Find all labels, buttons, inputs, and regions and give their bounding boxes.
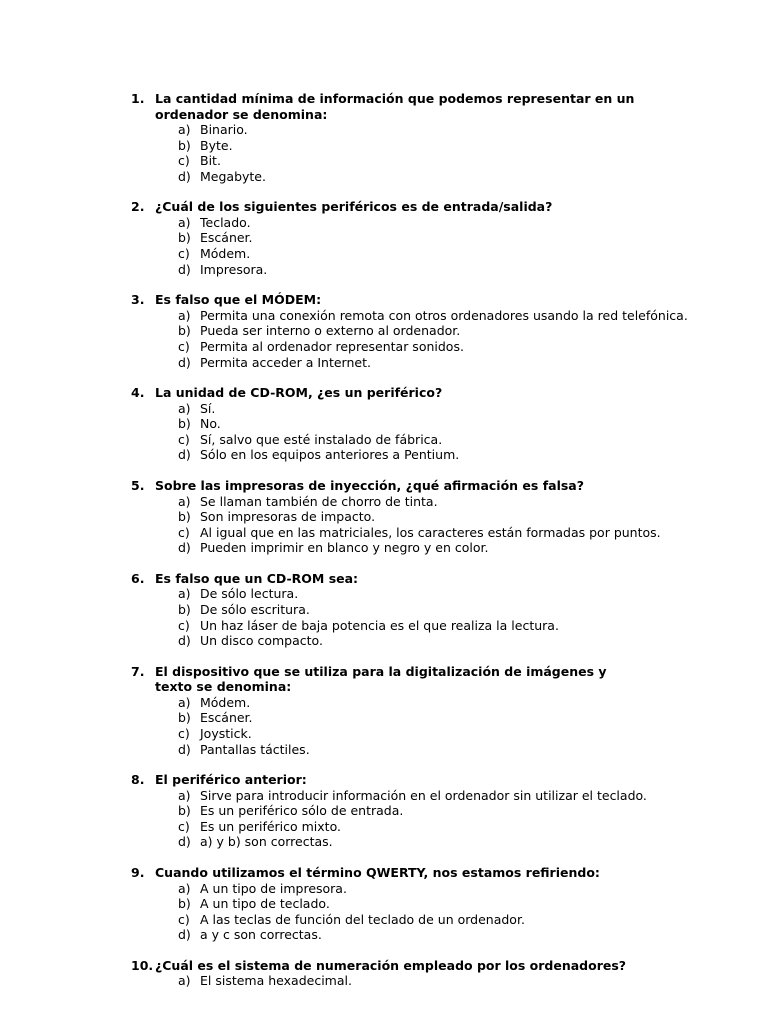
option-letter: b) xyxy=(178,137,191,153)
option-letter: b) xyxy=(178,509,191,525)
answer-options xyxy=(0,494,768,556)
question-item xyxy=(0,772,768,850)
question-item xyxy=(0,199,768,277)
answer-option xyxy=(0,586,768,602)
option-text: Es un periférico sólo de entrada. xyxy=(200,803,404,819)
question-item xyxy=(0,385,768,463)
answer-option xyxy=(0,401,768,417)
answer-option xyxy=(0,788,768,804)
answer-option xyxy=(0,355,768,371)
answer-options xyxy=(0,308,768,370)
question-heading xyxy=(0,91,768,122)
question-heading xyxy=(0,865,768,881)
option-letter: d) xyxy=(178,261,191,277)
option-letter: b) xyxy=(178,416,191,432)
question-heading xyxy=(0,385,768,401)
answer-option xyxy=(0,633,768,649)
answer-option xyxy=(0,138,768,154)
option-text: Sólo en los equipos anteriores a Pentium. xyxy=(200,447,460,463)
question-heading xyxy=(0,292,768,308)
option-letter: d) xyxy=(178,834,191,850)
option-letter: b) xyxy=(178,710,191,726)
option-letter: d) xyxy=(178,741,191,757)
option-letter: c) xyxy=(178,431,190,447)
option-letter: a) xyxy=(178,307,191,323)
answer-option xyxy=(0,819,768,835)
question-heading xyxy=(0,571,768,587)
question-number: 10. xyxy=(131,957,154,973)
option-text: Escáner. xyxy=(200,230,253,246)
option-text: Son impresoras de impacto. xyxy=(200,509,376,525)
option-letter: d) xyxy=(178,927,191,943)
option-letter: a) xyxy=(178,400,191,416)
option-text: Un disco compacto. xyxy=(200,633,323,649)
answer-option xyxy=(0,153,768,169)
question-text: ¿Cuál de los siguientes periféricos es de entrada/salida? xyxy=(155,199,553,215)
answer-option xyxy=(0,122,768,138)
answer-option xyxy=(0,618,768,634)
option-text: A un tipo de impresora. xyxy=(200,880,347,896)
option-text: Un haz láser de baja potencia es el que realiza la lectura. xyxy=(200,617,559,633)
answer-option xyxy=(0,927,768,943)
answer-option xyxy=(0,881,768,897)
answer-option xyxy=(0,973,768,989)
option-text: Binario. xyxy=(200,122,248,137)
answer-option xyxy=(0,308,768,324)
question-text: ¿Cuál es el sistema de numeración empleado por los ordenadores? xyxy=(155,957,627,973)
option-text: De sólo escritura. xyxy=(200,601,310,617)
option-letter: b) xyxy=(178,601,191,617)
option-letter: d) xyxy=(178,168,191,184)
question-heading xyxy=(0,772,768,788)
question-item xyxy=(0,865,768,943)
answer-option xyxy=(0,323,768,339)
question-heading xyxy=(0,958,768,974)
question-item xyxy=(0,664,768,757)
answer-option xyxy=(0,803,768,819)
option-text: Permita una conexión remota con otros ordenadores usando la red telefónica. xyxy=(200,307,688,323)
answer-option xyxy=(0,416,768,432)
question-item xyxy=(0,571,768,649)
option-letter: a) xyxy=(178,787,191,803)
question-number: 8. xyxy=(131,772,145,788)
answer-options xyxy=(0,586,768,648)
answer-option xyxy=(0,262,768,278)
answer-option xyxy=(0,432,768,448)
answer-option xyxy=(0,742,768,758)
option-text: Sí. xyxy=(200,400,216,416)
option-text: Al igual que en las matriciales, los caracteres están formadas por puntos. xyxy=(200,524,661,540)
question-number: 7. xyxy=(131,663,145,679)
quiz-document xyxy=(0,91,768,1004)
option-text: Escáner. xyxy=(200,710,253,726)
option-letter: a) xyxy=(178,586,191,602)
question-item xyxy=(0,91,768,184)
question-text: El periférico anterior: xyxy=(155,772,307,788)
question-number: 4. xyxy=(131,385,145,401)
option-text: Permita al ordenador representar sonidos. xyxy=(200,338,464,354)
answer-option xyxy=(0,540,768,556)
answer-option xyxy=(0,710,768,726)
question-heading xyxy=(0,478,768,494)
option-text: Bit. xyxy=(200,153,221,169)
option-letter: d) xyxy=(178,633,191,649)
answer-options xyxy=(0,788,768,850)
option-text: Módem. xyxy=(200,246,251,262)
answer-option xyxy=(0,912,768,928)
option-text: Byte. xyxy=(200,137,233,153)
option-text: Teclado. xyxy=(200,214,251,230)
question-heading xyxy=(0,199,768,215)
question-number: 9. xyxy=(131,865,145,880)
option-letter: c) xyxy=(178,524,190,540)
option-letter: a) xyxy=(178,214,191,230)
option-text: Pueda ser interno o externo al ordenador. xyxy=(200,323,461,339)
question-text: Sobre las impresoras de inyección, ¿qué afirmación es falsa? xyxy=(155,478,584,493)
option-text: No. xyxy=(200,416,221,432)
option-text: El sistema hexadecimal. xyxy=(200,973,352,989)
option-letter: b) xyxy=(178,896,191,912)
option-letter: c) xyxy=(178,338,190,354)
answer-option xyxy=(0,339,768,355)
option-letter: c) xyxy=(178,911,190,927)
option-text: Impresora. xyxy=(200,261,268,277)
option-letter: a) xyxy=(178,122,191,137)
option-text: Pantallas táctiles. xyxy=(200,741,310,757)
answer-option xyxy=(0,169,768,185)
answer-options xyxy=(0,215,768,277)
option-text: Módem. xyxy=(200,694,251,710)
question-heading xyxy=(0,664,768,695)
option-letter: b) xyxy=(178,230,191,246)
option-letter: a) xyxy=(178,694,191,710)
answer-options xyxy=(0,401,768,463)
option-letter: c) xyxy=(178,617,190,633)
option-letter: c) xyxy=(178,246,190,262)
option-text: De sólo lectura. xyxy=(200,586,299,602)
option-letter: c) xyxy=(178,153,190,169)
option-letter: c) xyxy=(178,818,190,834)
option-text: A las teclas de función del teclado de un ordenador. xyxy=(200,911,525,927)
answer-option xyxy=(0,447,768,463)
option-text: Pueden imprimir en blanco y negro y en color. xyxy=(200,540,489,556)
option-text: Es un periférico mixto. xyxy=(200,818,341,834)
option-letter: d) xyxy=(178,447,191,463)
option-letter: c) xyxy=(178,725,190,741)
option-letter: a) xyxy=(178,973,191,989)
answer-option xyxy=(0,230,768,246)
question-text: Es falso que el MÓDEM: xyxy=(155,292,322,308)
question-text: La cantidad mínima de información que podemos representar en un ordenador se denomina: xyxy=(155,91,635,122)
question-number: 2. xyxy=(131,199,145,215)
answer-option xyxy=(0,509,768,525)
answer-option xyxy=(0,215,768,231)
answer-options xyxy=(0,973,768,989)
answer-option xyxy=(0,726,768,742)
question-number: 5. xyxy=(131,478,145,493)
question-text: Es falso que un CD-ROM sea: xyxy=(155,570,359,586)
question-item xyxy=(0,292,768,370)
answer-options xyxy=(0,881,768,943)
answer-option xyxy=(0,246,768,262)
option-letter: b) xyxy=(178,803,191,819)
question-number: 6. xyxy=(131,570,145,586)
option-text: Se llaman también de chorro de tinta. xyxy=(200,493,438,509)
answer-options xyxy=(0,695,768,757)
option-letter: b) xyxy=(178,323,191,339)
question-text: El dispositivo que se utiliza para la digitalización de imágenes y texto se denomina: xyxy=(155,663,607,695)
answer-option xyxy=(0,834,768,850)
option-letter: d) xyxy=(178,354,191,370)
option-letter: a) xyxy=(178,880,191,896)
answer-option xyxy=(0,525,768,541)
option-text: A un tipo de teclado. xyxy=(200,896,330,912)
option-letter: a) xyxy=(178,493,191,509)
answer-option xyxy=(0,494,768,510)
answer-options xyxy=(0,122,768,184)
question-text: La unidad de CD-ROM, ¿es un periférico? xyxy=(155,385,443,401)
option-text: a y c son correctas. xyxy=(200,927,322,943)
answer-option xyxy=(0,602,768,618)
question-text: Cuando utilizamos el término QWERTY, nos estamos refiriendo: xyxy=(155,865,600,880)
question-item xyxy=(0,478,768,556)
option-text: a) y b) son correctas. xyxy=(200,834,333,850)
option-letter: d) xyxy=(178,540,191,556)
question-item xyxy=(0,958,768,989)
option-text: Permita acceder a Internet. xyxy=(200,354,371,370)
option-text: Joystick. xyxy=(200,725,252,741)
answer-option xyxy=(0,896,768,912)
option-text: Sí, salvo que esté instalado de fábrica. xyxy=(200,431,443,447)
option-text: Megabyte. xyxy=(200,168,266,184)
answer-option xyxy=(0,695,768,711)
option-text: Sirve para introducir información en el ordenador sin utilizar el teclado. xyxy=(200,787,647,803)
question-number: 1. xyxy=(131,91,145,106)
question-number: 3. xyxy=(131,292,145,308)
